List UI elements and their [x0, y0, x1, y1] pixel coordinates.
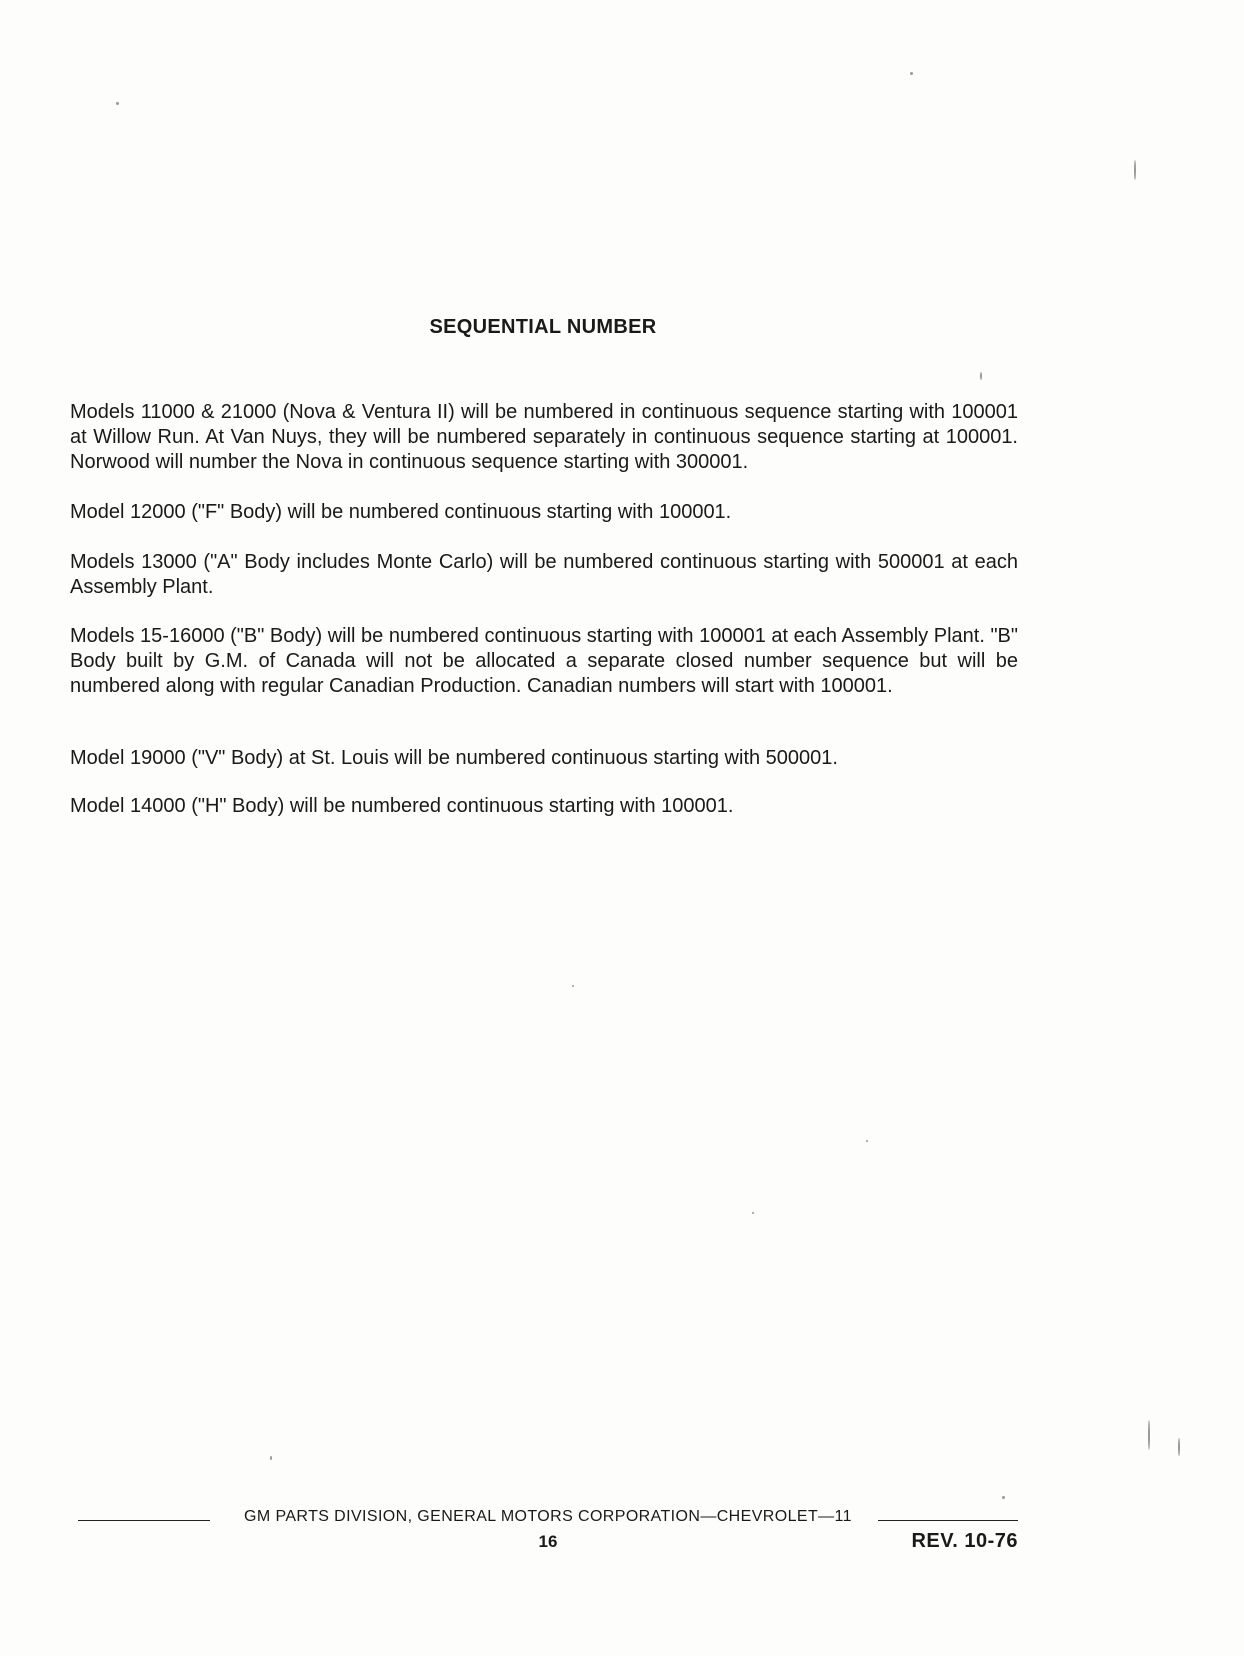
- scan-speck: [1148, 1420, 1150, 1450]
- paragraph-model-19000: Model 19000 ("V" Body) at St. Louis will be numbered continuous starting with 500001.: [70, 747, 838, 769]
- page-number: 16: [538, 1532, 558, 1551]
- paragraph-model-12000: Model 12000 ("F" Body) will be numbered continuous starting with 100001.: [70, 501, 732, 523]
- scan-speck: [572, 985, 574, 987]
- revision-label: REV. 10-76: [911, 1530, 1018, 1552]
- footer-rule-right: [878, 1520, 1018, 1521]
- scan-speck: [116, 102, 119, 105]
- paragraph-models-13000: Models 13000 ("A" Body includes Monte Carlo) will be numbered continuous starting with 500001 at each Assembly Plant.: [70, 551, 1018, 598]
- scan-speck: [1134, 160, 1136, 180]
- scan-speck: [866, 1140, 868, 1142]
- footer-publisher-text: GM PARTS DIVISION, GENERAL MOTORS CORPORATION—CHEVROLET—11: [244, 1508, 852, 1525]
- page-title: SEQUENTIAL NUMBER: [429, 316, 657, 338]
- paragraph-model-14000: Model 14000 ("H" Body) will be numbered continuous starting with 100001.: [70, 795, 734, 817]
- scan-speck: [1002, 1496, 1005, 1499]
- footer-rule-left: [78, 1520, 210, 1521]
- scan-speck: [1178, 1438, 1180, 1456]
- scan-speck: [910, 72, 913, 75]
- scan-speck: [752, 1212, 754, 1214]
- scan-speck: [980, 372, 982, 380]
- paragraph-models-11000-21000: Models 11000 & 21000 (Nova & Ventura II) will be numbered in continuous sequence starting with 100001 at Willow Run. At Van Nuys, they will be numbered separately in continuous sequence starting at 100001. Norwood will number the Nova in continuous sequence starting with 300001.: [70, 401, 1018, 473]
- page-footer: [78, 1508, 1018, 1558]
- paragraph-models-15-16000: Models 15-16000 ("B" Body) will be numbered continuous starting with 100001 at each Assembly Plant. "B" Body built by G.M. of Canada will not be allocated a separate closed number sequence but will be numbered along with regular Canadian Production. Canadian numbers will start with 100001.: [70, 625, 1018, 697]
- scan-speck: [270, 1456, 272, 1460]
